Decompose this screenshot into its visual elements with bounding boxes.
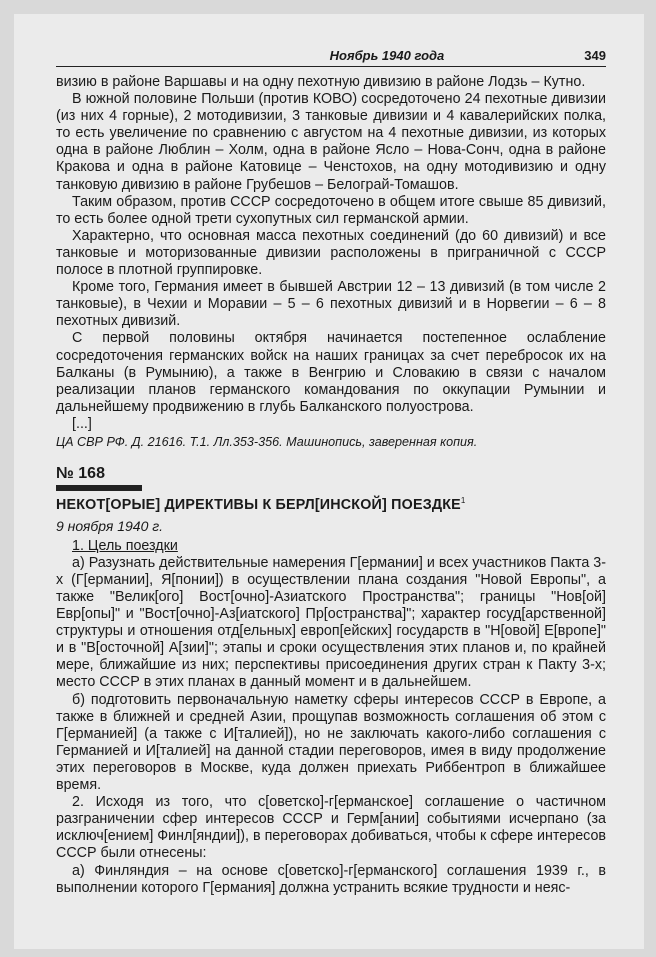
running-header [56, 48, 606, 67]
paragraph: В южной половине Польши (против КОВО) сосредоточено 24 пехотные дивизии (из них 4 горные), 2 мотодивизии, 3 танковые дивизии и 4 кавалерийских полка, то есть увеличение по сравнению с августом на 4 пехотные дивизии, из которых одна в районе Люблин – Холм, одна в районе Ясло – Нова-Сонч, одна в районе Кракова и одна в районе Катовице – Ченстохов, на одну мотодивизию и одну танковую дивизию в районе Грубешов – Белограй-Томашов. [56, 91, 606, 193]
paragraph: б) подготовить первоначальную наметку сферы интересов СССР в Европе, а также в ближней и средней Азии, прощупав возможность соглашения об этом с Г[ерманией] (а также с И[талией]), но не заключать какого-либо соглашения с Германией и И[талией] на данной стадии переговоров, имея в виду продолжение этих переговоров в Москве, куда должен приехать Риббентроп в ближайшее время. [56, 691, 606, 794]
document-page [14, 14, 644, 949]
paragraph: визию в районе Варшавы и на одну пехотную дивизию в районе Лодзь – Кутно. [56, 74, 586, 90]
document-title [56, 496, 606, 513]
paragraph: 2. Исходя из того, что с[оветско]-г[ерманское] соглашение о частичном разграничении сфер интересов СССР и Герм[ании] событиями исчерпано (за исключ[ением] Финл[яндии]), в переговорах добиваться, чтобы к сфере интересов СССР были отнесены: [56, 794, 606, 862]
paragraph: Таким образом, против СССР сосредоточено в общем итоге свыше 85 дивизий, то есть более одной трети сухопутных сил германской армии. [56, 193, 606, 227]
paragraph: а) Финляндия – на основе с[оветско]-г[ерманского] соглашения 1939 г., в выполнении которого Г[ермания] должна устранить всякие трудности и неяс- [56, 862, 606, 896]
page-number: 349 [584, 48, 606, 63]
paragraph: Кроме того, Германия имеет в бывшей Австрии 12 – 13 дивизий (в том числе 2 танковые), в Чехии и Моравии – 5 – 6 пехотных дивизий и в Норвегии – 6 – 8 пехотных дивизий. [56, 279, 606, 330]
ellipsis: [...] [72, 415, 92, 432]
document-title-text: НЕКОТ[ОРЫЕ] ДИРЕКТИВЫ К БЕРЛ[ИНСКОЙ] ПОЕЗДКЕ [56, 496, 461, 513]
paragraph: Характерно, что основная масса пехотных соединений (до 60 дивизий) и все танковые и моторизованные дивизии расположены в приграничной с СССР полосе в плотной группировке. [56, 227, 606, 279]
running-title: Ноябрь 1940 года [329, 48, 445, 63]
paragraph: а) Разузнать действительные намерения Г[ермании] и всех участников Пакта 3-х (Г[ермании], Я[понии]) в осуществлении плана создания "Новой Европы", а также "Велик[ого] Вост[очно]-Азиатского Пространства"; границы "Нов[ой] Евр[опы]" и "Вост[очно]-Аз[иатского] Пр[остранства]"; характер госуд[арственной] структуры и отношения отд[ельных] европ[ейских] государств в "Н[овой] Е[вропе]" и в "В[осточной] А[зии]"; этапы и сроки осуществления этих планов и, по крайней мере, ближайшие из них; перспективы присоединения других стран к Пакту 3-х; место СССР в этих планах в данный момент и в дальнейшем. [56, 554, 606, 691]
paragraph: С первой половины октября начинается постепенное ослабление сосредоточения германских войск на наших границах за счет перебросок их на Балканы (в Румынию), а также в Венгрию и Словакию в связи с началом реализации планов германского командования по оккупации Румынии и дальнейшему продвижению в глубь Балканского полуострова. [56, 330, 606, 415]
document-number: № 168 [56, 465, 142, 491]
document-date: 9 ноября 1940 г. [56, 517, 164, 534]
footnote-mark: 1 [460, 495, 466, 505]
section-heading: 1. Цель поездки [72, 537, 178, 554]
archive-source: ЦА СВР РФ. Д. 21616. Т.1. Лл.353-356. Машинопись, заверенная копия. [56, 434, 478, 449]
